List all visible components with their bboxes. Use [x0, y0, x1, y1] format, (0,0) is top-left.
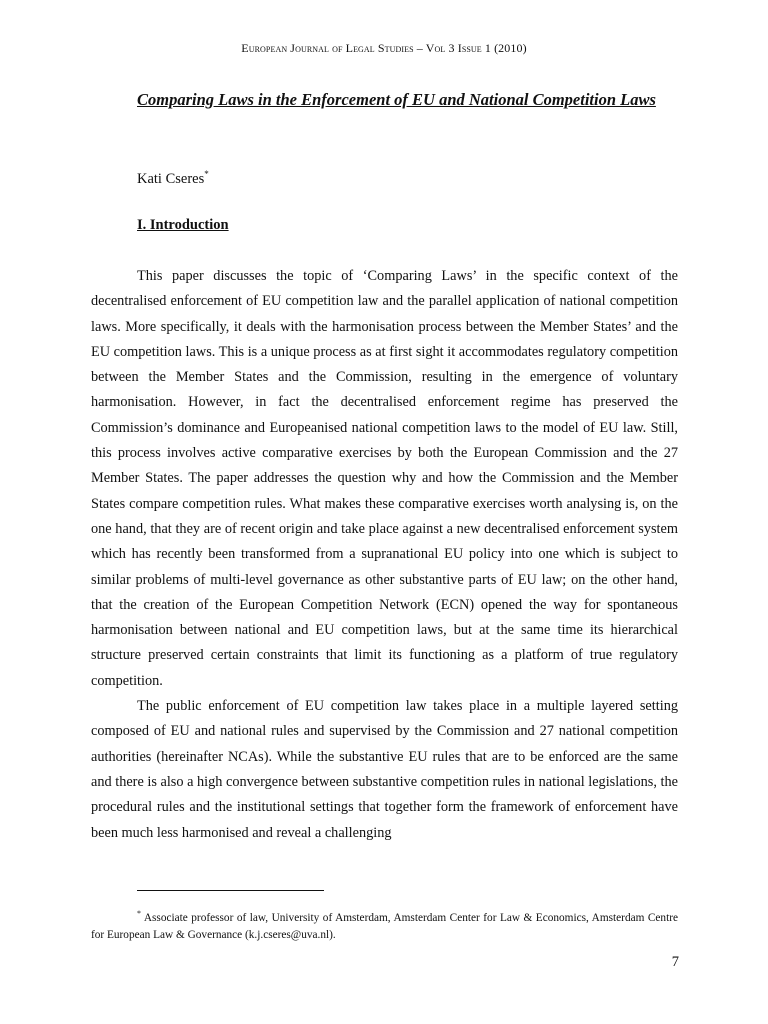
paragraph-1: This paper discusses the topic of ‘Comparing Laws’ in the specific context of the decentralised enforcement of EU competition law and the parallel application of national competition laws. More specifically, it deals with the harmonisation process between the Member States’ and the EU competition laws. This is a unique process as at first sight it accommodates regulatory competition between the Member States and the Commission, resulting in the emergence of voluntary harmonisation. However, in fact the decentralised enforcement regime has preserved the Commission’s dominance and Europeanised national competition laws to the model of EU law. Still, this process involves active comparative exercises by both the European Commission and the 27 Member States. The paper addresses the question why and how the Commission and the Member States compare competition rules. What makes these comparative exercises worth analysing is, on the one hand, that they are of recent origin and take place against a new decentralised enforcement system which has recently been transformed from a supranational EU policy into one which is subject to similar problems of multi-level governance as other substantive parts of EU law; on the other hand, that the creation of the European Competition Network (ECN) opened the way for spontaneous harmonisation between national and EU competition laws, but at the same time its hierarchical structure preserved certain constraints that limit its functioning as a platform of true regulatory competition.: [91, 268, 678, 689]
footnote: [91, 905, 678, 944]
author-name: Kati Cseres: [137, 171, 205, 187]
paragraph-2: The public enforcement of EU competition law takes place in a multiple layered setting composed of EU and national rules and supervised by the Commission and 27 national competition authorities (hereinafter NCAs). While the substantive EU rules that are to be enforced are the same and there is also a high convergence between substantive competition rules in national legislations, the procedural rules and the institutional settings that together form the framework of enforcement have been much less harmonised and reveal a challenging: [91, 698, 678, 841]
page-number: 7: [671, 954, 679, 970]
article-title: Comparing Laws in the Enforcement of EU and National Competition Laws: [137, 90, 656, 109]
running-header: European Journal of Legal Studies – Vol 3 Issue 1 (2010): [241, 41, 527, 55]
footnote-mark: *: [137, 909, 141, 918]
body-text: [91, 264, 678, 846]
author-line: [137, 169, 209, 188]
footnote-divider: [137, 890, 324, 891]
author-footnote-mark: *: [204, 169, 209, 179]
section-heading: I. Introduction: [137, 217, 229, 233]
footnote-text: Associate professor of law, University of Amsterdam, Amsterdam Center for Law & Economics, Amsterdam Centre for European Law & Governance (k.j.cseres@uva.nl).: [91, 912, 678, 941]
